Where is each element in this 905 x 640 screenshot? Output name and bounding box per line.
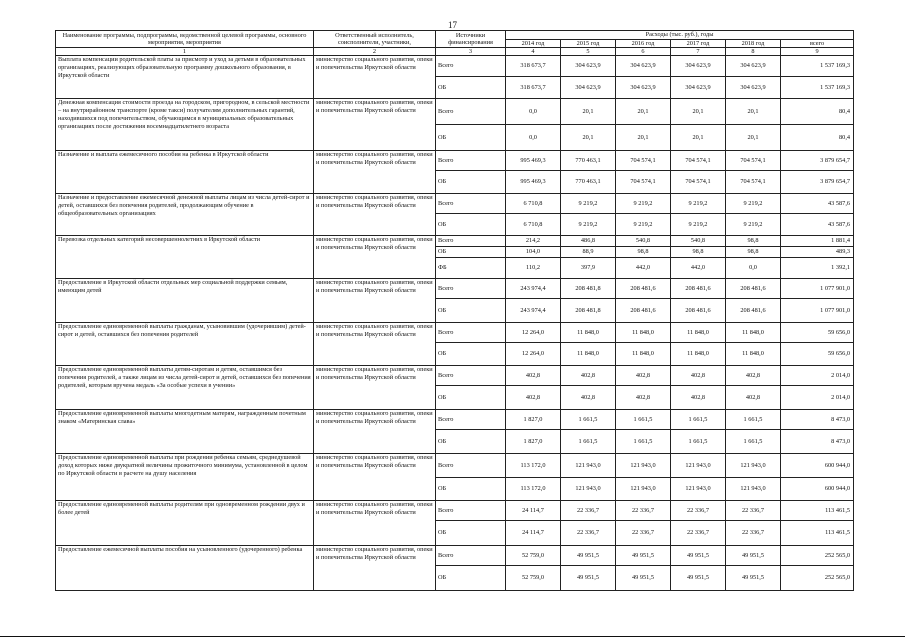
event-name: Предоставление в Иркутской области отдельных мер социальной поддержки семьям, имеющим детей — [56, 279, 314, 323]
total-value: 1 537 169,3 — [781, 56, 854, 77]
year-value: 52 759,0 — [506, 546, 561, 566]
executor: министерство социального развития, опеки и попечительства Иркутской области — [314, 236, 436, 279]
year-value: 402,8 — [616, 366, 671, 386]
page-edge-line — [0, 636, 905, 637]
year-value: 22 336,7 — [671, 501, 726, 521]
year-value: 540,8 — [671, 236, 726, 247]
year-value: 9 219,2 — [561, 194, 616, 214]
year-value: 402,8 — [726, 366, 781, 386]
funding-source: Всего — [436, 279, 506, 299]
funding-source: Всего — [436, 410, 506, 430]
year-value: 20,1 — [616, 125, 671, 151]
total-value: 600 944,0 — [781, 478, 854, 501]
year-value: 9 219,2 — [616, 214, 671, 236]
column-number: 5 — [561, 48, 616, 56]
total-value: 489,3 — [781, 247, 854, 258]
year-value: 49 951,5 — [616, 546, 671, 566]
year-value: 208 481,8 — [561, 299, 616, 323]
header-name: Наименование программы, подпрограммы, ведомственной целевой программы, основного мероприятия, мероприятия — [56, 31, 314, 48]
executor: министерство социального развития, опеки и попечительства Иркутской области — [314, 366, 436, 410]
total-value: 8 473,0 — [781, 430, 854, 454]
executor: министерство социального развития, опеки и попечительства Иркутской области — [314, 56, 436, 99]
year-value: 0,0 — [726, 258, 781, 279]
year-value: 121 943,0 — [726, 454, 781, 478]
year-value: 20,1 — [671, 99, 726, 125]
year-value: 11 848,0 — [616, 323, 671, 343]
year-value: 208 481,6 — [616, 299, 671, 323]
table-row — [56, 501, 854, 521]
year-value: 1 661,5 — [561, 410, 616, 430]
total-value: 43 587,6 — [781, 214, 854, 236]
column-number: 8 — [726, 48, 781, 56]
year-value: 121 943,0 — [616, 478, 671, 501]
year-value: 9 219,2 — [616, 194, 671, 214]
year-value: 214,2 — [506, 236, 561, 247]
total-value: 80,4 — [781, 125, 854, 151]
year-value: 1 827,0 — [506, 410, 561, 430]
event-name: Назначение и предоставление ежемесячной денежной выплаты лицам из числа детей-сирот и детей, оставшихся без попечения родителей, продолжающим обучение в общеобразовательных организациях — [56, 194, 314, 236]
year-value: 402,8 — [726, 386, 781, 410]
year-value: 12 264,0 — [506, 343, 561, 366]
column-number: 1 — [56, 48, 314, 56]
event-name: Назначение и выплата ежемесячного пособия на ребенка в Иркутской области — [56, 151, 314, 194]
executor: министерство социального развития, опеки и попечительства Иркутской области — [314, 151, 436, 194]
year-value: 20,1 — [561, 99, 616, 125]
total-value: 8 473,0 — [781, 410, 854, 430]
total-value: 1 077 901,0 — [781, 279, 854, 299]
year-value: 304 623,9 — [561, 77, 616, 99]
year-value: 770 463,1 — [561, 171, 616, 194]
year-value: 9 219,2 — [561, 214, 616, 236]
total-value: 252 565,0 — [781, 546, 854, 566]
year-value: 243 974,4 — [506, 299, 561, 323]
header-year: 2015 год — [561, 39, 616, 48]
year-value: 243 974,4 — [506, 279, 561, 299]
year-value: 704 574,1 — [616, 151, 671, 171]
header-year: 2016 год — [616, 39, 671, 48]
year-value: 208 481,6 — [726, 299, 781, 323]
year-value: 121 943,0 — [561, 478, 616, 501]
year-value: 49 951,5 — [561, 546, 616, 566]
year-value: 704 574,1 — [726, 171, 781, 194]
year-value: 88,9 — [561, 247, 616, 258]
year-value: 9 219,2 — [726, 194, 781, 214]
year-value: 49 951,5 — [671, 546, 726, 566]
year-value: 402,8 — [671, 386, 726, 410]
year-value: 1 661,5 — [616, 410, 671, 430]
table-row — [56, 279, 854, 299]
year-value: 318 673,7 — [506, 77, 561, 99]
funding-source: ОБ — [436, 521, 506, 546]
year-value: 0,0 — [506, 99, 561, 125]
table-row — [56, 151, 854, 171]
funding-source: Всего — [436, 501, 506, 521]
column-number: 6 — [616, 48, 671, 56]
header-year: 2018 год — [726, 39, 781, 48]
executor: министерство социального развития, опеки и попечительства Иркутской области — [314, 99, 436, 151]
total-value: 2 014,0 — [781, 386, 854, 410]
funding-source: ОБ — [436, 247, 506, 258]
year-value: 402,8 — [506, 386, 561, 410]
year-value: 11 848,0 — [561, 323, 616, 343]
total-value: 1 537 169,3 — [781, 77, 854, 99]
year-value: 121 943,0 — [726, 478, 781, 501]
year-value: 1 661,5 — [726, 410, 781, 430]
year-value: 402,8 — [561, 366, 616, 386]
table-row — [56, 56, 854, 77]
event-name: Перевозка отдельных категорий несовершеннолетних в Иркутской области — [56, 236, 314, 279]
table-row — [56, 454, 854, 478]
table-row — [56, 410, 854, 430]
total-value: 252 565,0 — [781, 566, 854, 591]
total-value: 3 879 654,7 — [781, 171, 854, 194]
year-value: 304 623,9 — [616, 56, 671, 77]
header-source: Источники финансирования — [436, 31, 506, 48]
funding-source: ОБ — [436, 125, 506, 151]
executor: министерство социального развития, опеки и попечительства Иркутской области — [314, 410, 436, 454]
year-value: 402,8 — [561, 386, 616, 410]
total-value: 2 014,0 — [781, 366, 854, 386]
header-year: 2014 год — [506, 39, 561, 48]
executor: министерство социального развития, опеки и попечительства Иркутской области — [314, 454, 436, 501]
year-value: 704 574,1 — [726, 151, 781, 171]
header-year: 2017 год — [671, 39, 726, 48]
year-value: 22 336,7 — [616, 501, 671, 521]
executor: министерство социального развития, опеки и попечительства Иркутской области — [314, 279, 436, 323]
year-value: 9 219,2 — [726, 214, 781, 236]
year-value: 98,8 — [726, 247, 781, 258]
year-value: 121 943,0 — [671, 478, 726, 501]
year-value: 49 951,5 — [561, 566, 616, 591]
year-value: 1 661,5 — [726, 430, 781, 454]
year-value: 6 710,8 — [506, 214, 561, 236]
year-value: 121 943,0 — [561, 454, 616, 478]
table-row — [56, 366, 854, 386]
year-value: 304 623,9 — [561, 56, 616, 77]
year-value: 11 848,0 — [616, 343, 671, 366]
year-value: 704 574,1 — [671, 171, 726, 194]
event-name: Предоставление единовременной выплаты детям-сиротам и детям, оставшимся без попечения родителей, а также лицам из числа детей-сирот и детей, оставшихся без попечения родителей, которым вручена медаль «За особые успехи в учении» — [56, 366, 314, 410]
year-value: 318 673,7 — [506, 56, 561, 77]
year-value: 304 623,9 — [616, 77, 671, 99]
total-value: 80,4 — [781, 99, 854, 125]
executor: министерство социального развития, опеки и попечительства Иркутской области — [314, 323, 436, 366]
year-value: 20,1 — [616, 99, 671, 125]
header-expenses: Расходы (тыс. руб.), годы — [506, 31, 854, 40]
funding-source: Всего — [436, 236, 506, 247]
table-row — [56, 546, 854, 566]
year-value: 22 336,7 — [561, 501, 616, 521]
year-value: 20,1 — [726, 125, 781, 151]
year-value: 208 481,6 — [671, 279, 726, 299]
executor: министерство социального развития, опеки и попечительства Иркутской области — [314, 546, 436, 591]
header-executor: Ответственный исполнитель, соисполнители, участники, — [314, 31, 436, 48]
table-row — [56, 323, 854, 343]
year-value: 98,8 — [671, 247, 726, 258]
year-value: 121 943,0 — [616, 454, 671, 478]
funding-source: ОБ — [436, 478, 506, 501]
event-name: Предоставление единовременной выплаты родителям при одновременном рождении двух и более детей — [56, 501, 314, 546]
total-value: 43 587,6 — [781, 194, 854, 214]
funding-source: ОБ — [436, 171, 506, 194]
year-value: 22 336,7 — [616, 521, 671, 546]
year-value: 1 661,5 — [671, 410, 726, 430]
funding-source: Всего — [436, 323, 506, 343]
year-value: 22 336,7 — [726, 521, 781, 546]
year-value: 304 623,9 — [726, 56, 781, 77]
year-value: 442,0 — [671, 258, 726, 279]
event-name: Предоставление единовременной выплаты многодетным матерям, награжденным почетным знаком «Материнская слава» — [56, 410, 314, 454]
event-name: Денежная компенсация стоимости проезда на городском, пригородном, в сельской местности – на внутрирайонном транспорте (кроме такси) получателям дополнительных гарантий, находившихся под попечительством, обучающимся в муниципальных образовательных организациях после достижения восемнадцатилетнего возраста — [56, 99, 314, 151]
year-value: 11 848,0 — [726, 323, 781, 343]
year-value: 6 710,8 — [506, 194, 561, 214]
funding-source: ОБ — [436, 299, 506, 323]
year-value: 402,8 — [671, 366, 726, 386]
year-value: 397,9 — [561, 258, 616, 279]
year-value: 704 574,1 — [671, 151, 726, 171]
year-value: 208 481,6 — [616, 279, 671, 299]
year-value: 22 336,7 — [671, 521, 726, 546]
year-value: 704 574,1 — [616, 171, 671, 194]
event-name: Предоставление ежемесячной выплаты пособия на усыновленного (удочеренного) ребенка — [56, 546, 314, 591]
year-value: 113 172,0 — [506, 478, 561, 501]
year-value: 1 661,5 — [671, 430, 726, 454]
column-number: 7 — [671, 48, 726, 56]
funding-source: Всего — [436, 546, 506, 566]
year-value: 486,8 — [561, 236, 616, 247]
year-value: 9 219,2 — [671, 214, 726, 236]
year-value: 995 469,3 — [506, 171, 561, 194]
expenses-table — [55, 30, 854, 591]
year-value: 49 951,5 — [726, 546, 781, 566]
column-number: 2 — [314, 48, 436, 56]
executor: министерство социального развития, опеки и попечительства Иркутской области — [314, 501, 436, 546]
event-name: Выплата компенсации родительской платы за присмотр и уход за детьми в образовательных организациях, реализующих образовательную программу дошкольного образования, в Иркутской области — [56, 56, 314, 99]
year-value: 11 848,0 — [671, 323, 726, 343]
funding-source: ОБ — [436, 77, 506, 99]
year-value: 402,8 — [506, 366, 561, 386]
event-name: Предоставление единовременной выплаты при рождении ребенка семьям, среднедушевой доход которых ниже двукратной величины прожиточного минимума, установленной в целом по Иркутской области в расчете на душу населения — [56, 454, 314, 501]
column-number: 3 — [436, 48, 506, 56]
year-value: 98,8 — [726, 236, 781, 247]
year-value: 1 827,0 — [506, 430, 561, 454]
year-value: 20,1 — [726, 99, 781, 125]
year-value: 1 661,5 — [561, 430, 616, 454]
table-row — [56, 194, 854, 214]
table-row — [56, 99, 854, 125]
year-value: 11 848,0 — [671, 343, 726, 366]
funding-source: ОБ — [436, 343, 506, 366]
year-value: 24 114,7 — [506, 501, 561, 521]
funding-source: ОБ — [436, 566, 506, 591]
funding-source: ФБ — [436, 258, 506, 279]
year-value: 0,0 — [506, 125, 561, 151]
year-value: 49 951,5 — [671, 566, 726, 591]
year-value: 304 623,9 — [726, 77, 781, 99]
year-value: 113 172,0 — [506, 454, 561, 478]
year-value: 770 463,1 — [561, 151, 616, 171]
year-value: 208 481,8 — [561, 279, 616, 299]
year-value: 304 623,9 — [671, 77, 726, 99]
year-value: 11 848,0 — [561, 343, 616, 366]
year-value: 9 219,2 — [671, 194, 726, 214]
funding-source: Всего — [436, 56, 506, 77]
funding-source: ОБ — [436, 214, 506, 236]
total-value: 1 392,1 — [781, 258, 854, 279]
year-value: 402,8 — [616, 386, 671, 410]
funding-source: Всего — [436, 454, 506, 478]
year-value: 12 264,0 — [506, 323, 561, 343]
year-value: 208 481,6 — [726, 279, 781, 299]
year-value: 98,8 — [616, 247, 671, 258]
total-value: 1 077 901,0 — [781, 299, 854, 323]
year-value: 11 848,0 — [726, 343, 781, 366]
total-value: 1 881,4 — [781, 236, 854, 247]
funding-source: Всего — [436, 151, 506, 171]
year-value: 20,1 — [671, 125, 726, 151]
header-total: всего — [781, 39, 854, 48]
year-value: 49 951,5 — [726, 566, 781, 591]
column-number: 9 — [781, 48, 854, 56]
year-value: 104,0 — [506, 247, 561, 258]
year-value: 304 623,9 — [671, 56, 726, 77]
funding-source: Всего — [436, 194, 506, 214]
year-value: 52 759,0 — [506, 566, 561, 591]
column-number: 4 — [506, 48, 561, 56]
funding-source: Всего — [436, 366, 506, 386]
total-value: 600 944,0 — [781, 454, 854, 478]
year-value: 995 469,3 — [506, 151, 561, 171]
year-value: 208 481,6 — [671, 299, 726, 323]
funding-source: Всего — [436, 99, 506, 125]
year-value: 121 943,0 — [671, 454, 726, 478]
year-value: 22 336,7 — [726, 501, 781, 521]
year-value: 49 951,5 — [616, 566, 671, 591]
total-value: 113 461,5 — [781, 521, 854, 546]
total-value: 3 879 654,7 — [781, 151, 854, 171]
year-value: 20,1 — [561, 125, 616, 151]
total-value: 59 656,0 — [781, 343, 854, 366]
executor: министерство социального развития, опеки и попечительства Иркутской области — [314, 194, 436, 236]
year-value: 22 336,7 — [561, 521, 616, 546]
total-value: 113 461,5 — [781, 501, 854, 521]
year-value: 110,2 — [506, 258, 561, 279]
event-name: Предоставление единовременной выплаты гражданам, усыновившим (удочерившим) детей-сирот и детей, оставшихся без попечения родителей — [56, 323, 314, 366]
funding-source: ОБ — [436, 386, 506, 410]
table-body — [56, 56, 854, 591]
year-value: 442,0 — [616, 258, 671, 279]
page-number: 17 — [448, 20, 457, 30]
year-value: 1 661,5 — [616, 430, 671, 454]
funding-source: ОБ — [436, 430, 506, 454]
year-value: 24 114,7 — [506, 521, 561, 546]
total-value: 59 656,0 — [781, 323, 854, 343]
year-value: 540,8 — [616, 236, 671, 247]
table-row — [56, 236, 854, 247]
